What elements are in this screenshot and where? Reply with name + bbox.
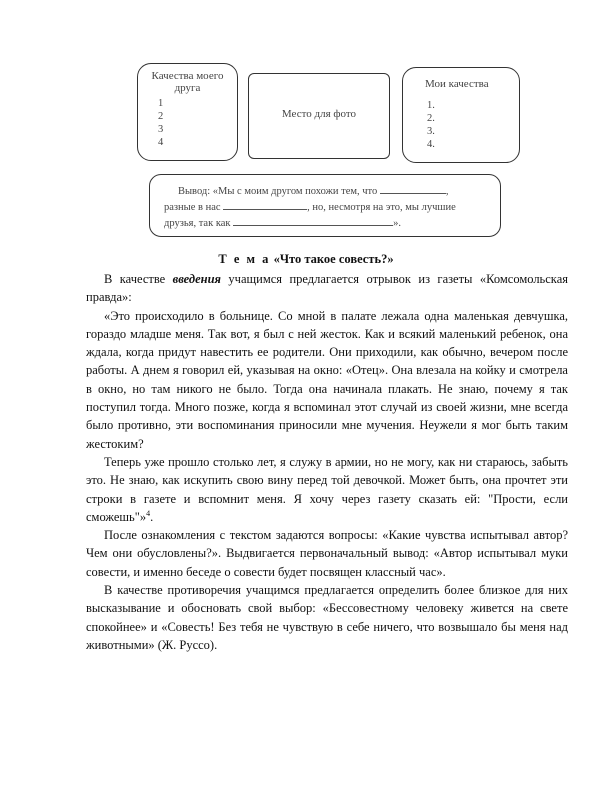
text-span: . (150, 509, 154, 524)
fill-in-blank (233, 215, 393, 226)
list-item: 4 (158, 137, 164, 148)
my-qualities-list (403, 99, 519, 151)
conclusion-part: Вывод: «Мы с моим другом похожи тем, что (178, 186, 378, 197)
paragraph (86, 270, 568, 307)
fill-in-blank (380, 183, 446, 194)
list-item: 4. (427, 139, 435, 150)
topic-heading (0, 252, 612, 267)
paragraph: «Это происходило в больнице. Со мной в палате лежала одна маленькая девчушка, гораздо младше меня. Так вот, я был с ней жесток. Как и всякий маленький ребенок, она ждала, когда придут навестить ее родители. Они приходили, как обычно, вечером после работы. А днем я говорил ей, указывая на окно: «Отец». Она влезала на койку и смотрела в окно, но там никого не было. Тогда она начинала плакать. Не знаю, почему я так поступил тогда. Много позже, когда я вспоминал этот случай из своей жизни, мне всегда было противно, эти воспоминания приносили мне мучения. Неужели я мог быть таким жестоким? (86, 308, 568, 451)
photo-placeholder-label: Место для фото (281, 108, 357, 120)
conclusion-part: , но, несмотря на это, мы лучшие (307, 202, 456, 213)
text-span: Теперь уже прошло столько лет, я служу в армии, но не могу, как ни стараюсь, забыть это. Не знаю, как искупить свою вину перед той девочкой. Может быть, она прочтет эти строки в газете и вспомнит меня. Я хочу через газету сказать ей: "Прости, если сможешь"» (86, 454, 568, 524)
conclusion-part: друзья, так как (164, 218, 231, 229)
paragraph: В качестве противоречия учащимся предлагается определить более близкое для них высказывание и обосновать свой выбор: «Бессовестному человеку живется на свете спокойнее» и «Совесть! Без тебя не чувствую в себе ничего, что возвышало бы меня над животными» (Ж. Руссо). (86, 583, 568, 652)
topic-title: «Что такое совесть?» (273, 252, 394, 266)
emphasis-text: введения (172, 272, 221, 286)
my-qualities-box (402, 67, 520, 163)
conclusion-text (150, 175, 500, 231)
friend-qualities-list (138, 97, 237, 149)
friend-qualities-box (137, 63, 238, 161)
text-span: В качестве (104, 272, 166, 286)
paragraph: После ознакомления с текстом задаются вопросы: «Какие чувства испытывал автор? Чем они обусловлены?». Выдвигается первоначальный вывод: «Автор испытывал муки совести, и именно беседе о совести будет посвящен классный час». (86, 528, 568, 579)
conclusion-part: разные в нас (164, 202, 221, 213)
list-item: 3. (427, 126, 435, 137)
my-qualities-title: Мои качества (425, 78, 489, 90)
list-item: 2. (427, 113, 435, 124)
list-item: 3 (158, 124, 164, 135)
fill-in-blank (223, 199, 307, 210)
list-item: 2 (158, 111, 164, 122)
conclusion-box (149, 174, 501, 237)
text-span: учащимся предлагается отрывок из газеты «Комсомольская правда»: (86, 272, 568, 305)
list-item: 1. (427, 100, 435, 111)
conclusion-part: ». (393, 218, 402, 229)
conclusion-part: , (445, 186, 449, 197)
footnote-marker: 4 (146, 508, 151, 518)
photo-placeholder-box (248, 73, 390, 159)
friend-qualities-title: Качества моего друга (151, 70, 224, 94)
body-text (86, 270, 568, 654)
list-item: 1 (158, 98, 164, 109)
paragraph (86, 453, 568, 526)
topic-label: Т е м а (218, 252, 271, 266)
